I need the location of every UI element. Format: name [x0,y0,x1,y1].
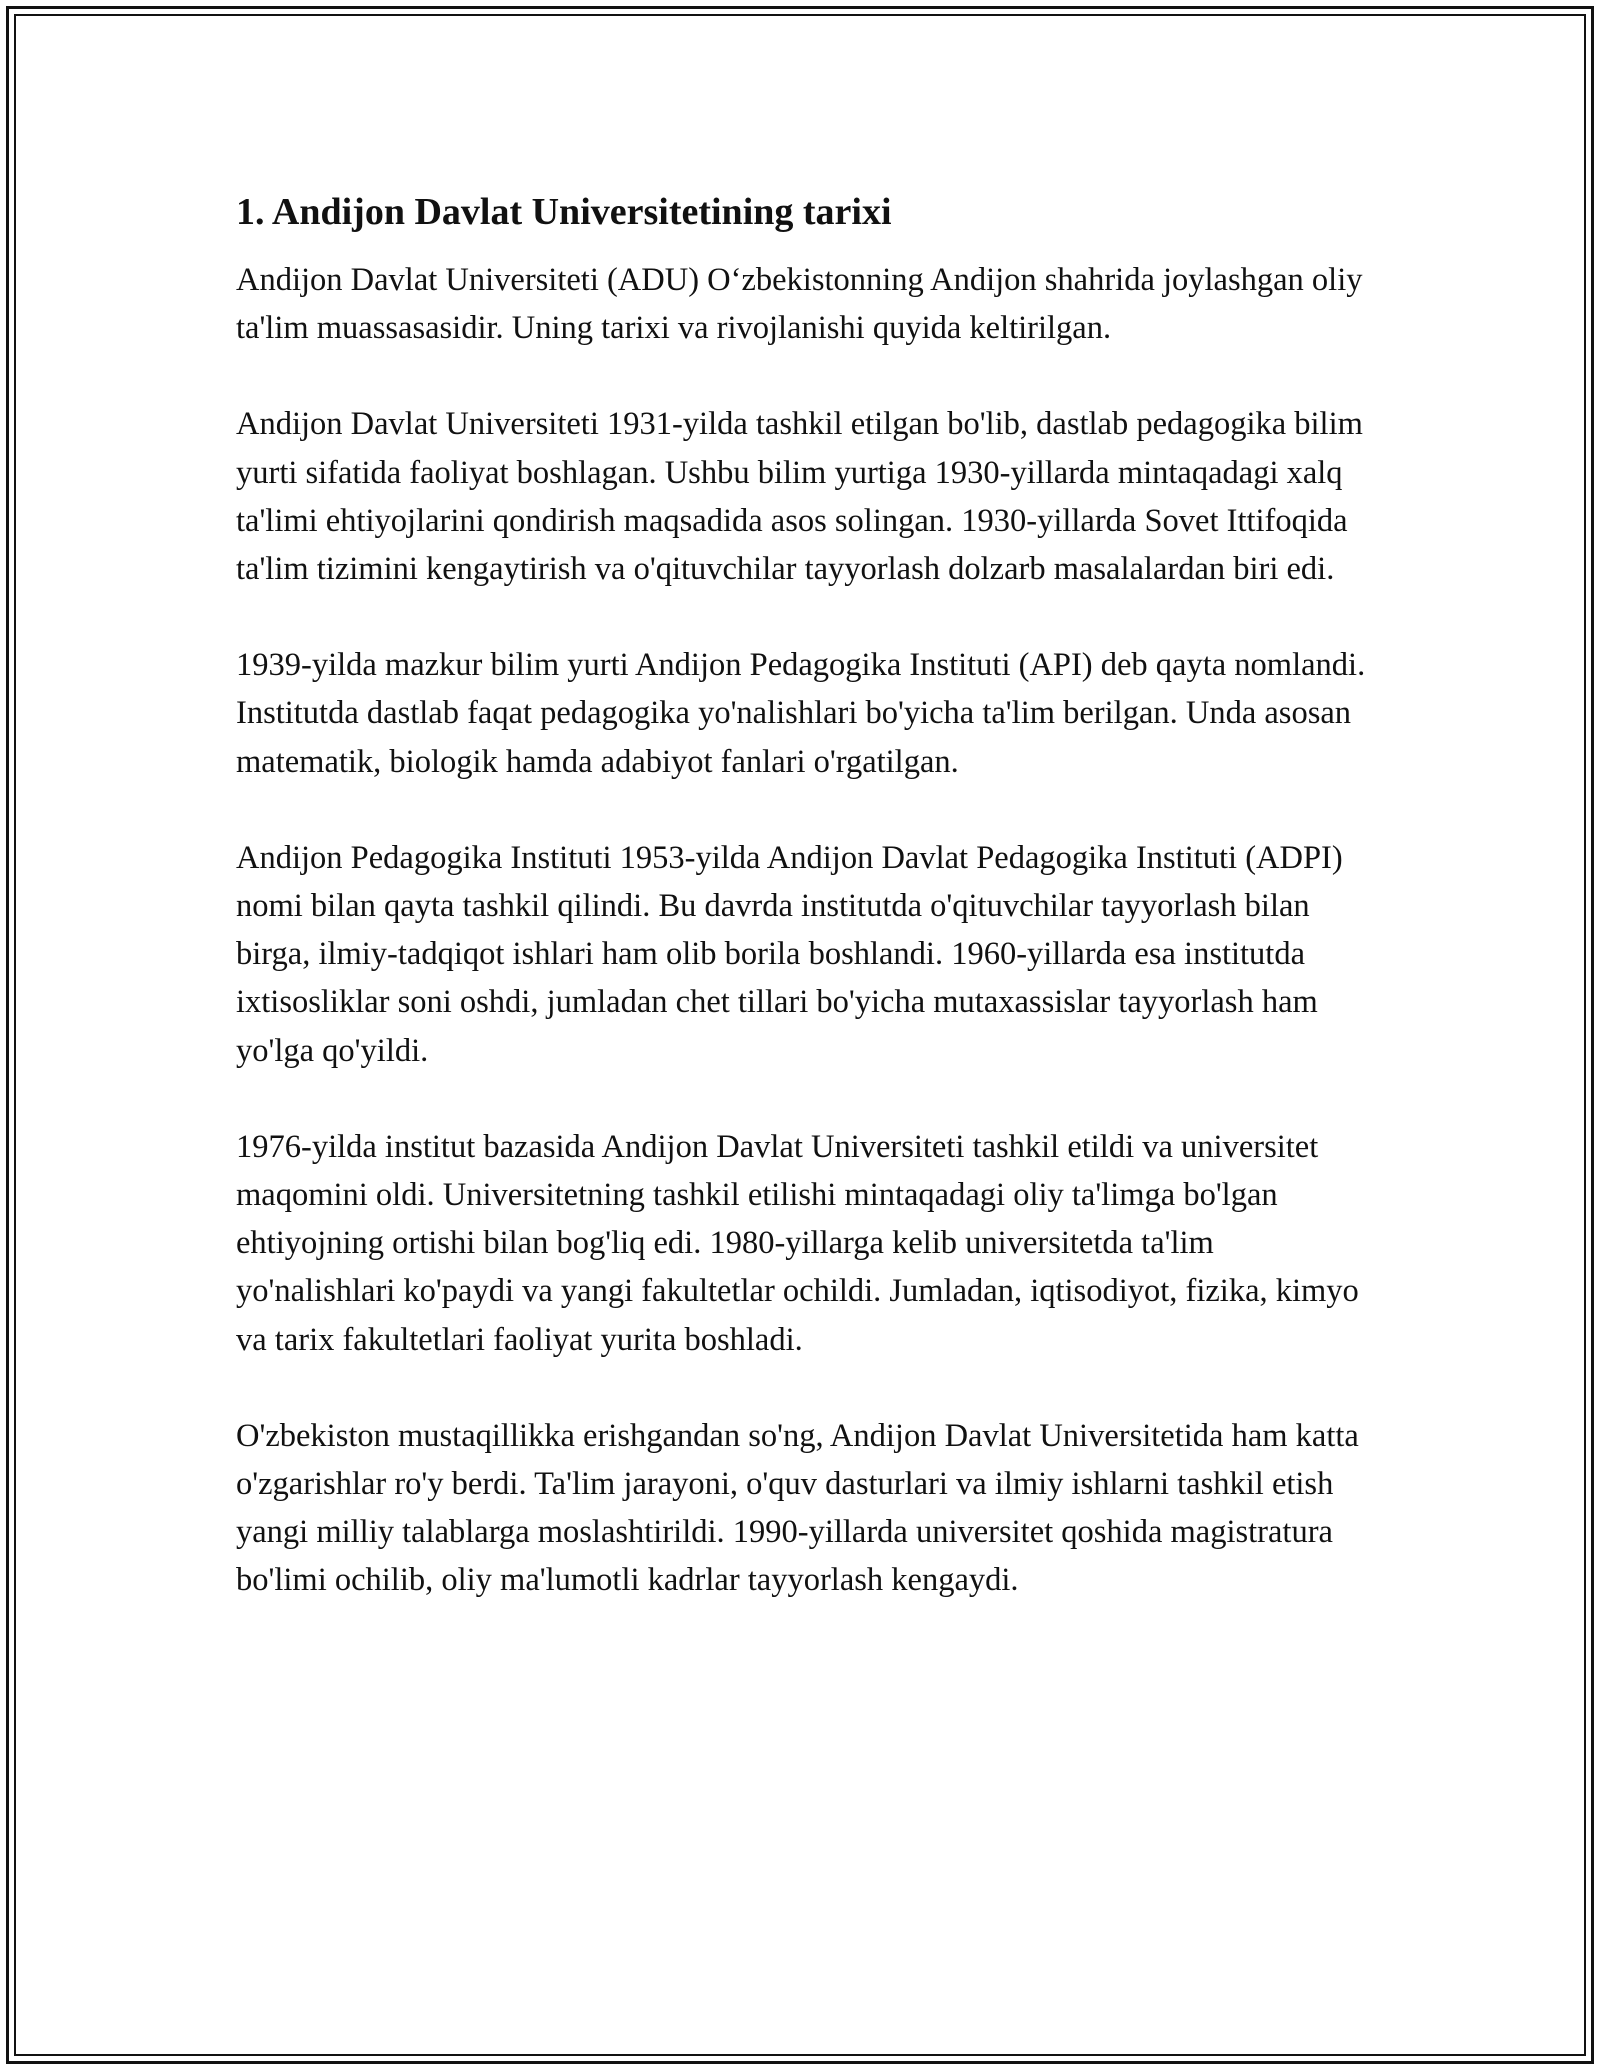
paragraph-intro: Andijon Davlat Universiteti (ADU) O‘zbekistonning Andijon shahrida joylashgan oliy ta'lim muassasasidir. Uning tarixi va rivojlanishi quyida keltirilgan. [236,262,1363,347]
document-body [236,186,1376,1653]
paragraph-institute-1939: 1939-yilda mazkur bilim yurti Andijon Pedagogika Instituti (API) deb qayta nomlandi. Institutda dastlab faqat pedagogika yo'nalishlari bo'yicha ta'lim berilgan. Unda asosan matematik, biologik hamda adabiyot fanlari o'rgatilgan. [236,647,1366,780]
section-title: 1. Andijon Davlat Universitetining tarixi [236,191,892,233]
paragraph-independence: O'zbekiston mustaqillikka erishgandan so'ng, Andijon Davlat Universitetida ham katta o'zgarishlar ro'y berdi. Ta'lim jarayoni, o'quv dasturlari va ilmiy ishlarni tashkil etish yangi milliy talablarga moslashtirildi. 1990-yillarda universitet qoshida magistratura bo'limi ochilib, oliy ma'lumotli kadrlar tayyorlash kengaydi. [236,1417,1359,1599]
paragraph-university-1976: 1976-yilda institut bazasida Andijon Davlat Universiteti tashkil etildi va universitet maqomini oldi. Universitetning tashkil etilishi mintaqadagi oliy ta'limga bo'lgan ehtiyojning ortishi bilan bog'liq edi. 1980-yillarga kelib universitetda ta'lim yo'nalishlari ko'paydi va yangi fakultetlar ochildi. Jumladan, iqtisodiyot, fizika, kimyo va tarix fakultetlari faoliyat yurita boshladi. [236,1128,1359,1358]
paragraph-adpi-1953: Andijon Pedagogika Instituti 1953-yilda Andijon Davlat Pedagogika Instituti (ADPI) nomi bilan qayta tashkil qilindi. Bu davrda institutda o'qituvchilar tayyorlash bilan birga, ilmiy-tadqiqot ishlari ham olib borila boshlandi. 1960-yillarda esa institutda ixtisosliklar soni oshdi, jumladan chet tillari bo'yicha mutaxassislar tayyorlash ham yo'lga qo'yildi. [236,839,1343,1069]
paragraph-founding-1931: Andijon Davlat Universiteti 1931-yilda tashkil etilgan bo'lib, dastlab pedagogika bilim yurti sifatida faoliyat boshlagan. Ushbu bilim yurtiga 1930-yillarda mintaqadagi xalq ta'limi ehtiyojlarini qondirish maqsadida asos solingan. 1930-yillarda Sovet Ittifoqida ta'lim tizimini kengaytirish va o'qituvchilar tayyorlash dolzarb masalalardan biri edi. [236,406,1363,588]
